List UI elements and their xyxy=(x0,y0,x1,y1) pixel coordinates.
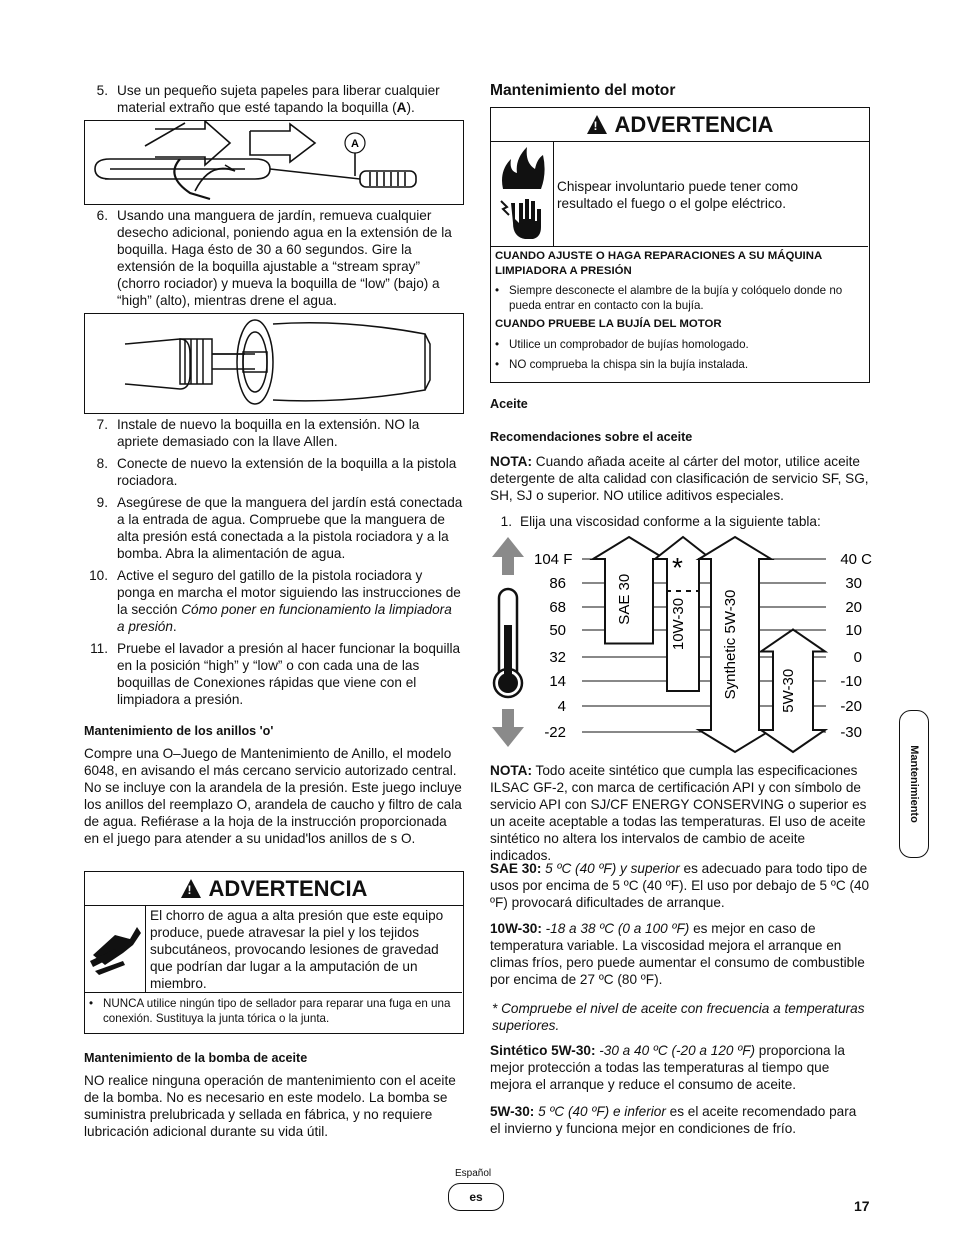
language-code-badge: es xyxy=(448,1183,504,1211)
paperclip-drawing xyxy=(85,121,462,203)
band-label: 5W-30 xyxy=(780,668,797,713)
warning-heading-test: CUANDO PRUEBE LA BUJÍA DEL MOTOR xyxy=(495,318,722,330)
step-9: 9. Asegúrese de que la manguera del jardín está conectada a la entrada de agua. Compruebe que la manguera de alta presión está conectada a la pistola rociadora y a la bomba. Abra la alimentación de agua. xyxy=(96,495,463,561)
step-5: 5. Use un pequeño sujeta papeles para liberar cualquier material extraño que esté tapando la boquilla (A). xyxy=(96,83,440,115)
viscosity-chart xyxy=(486,535,876,755)
oil-note-2: NOTA: Todo aceite sintético que cumpla las especificaciones ILSAC GF-2, con marca de certificación API y con símbolo de servicio API con SJ/CF ENERGY CONSERVING o superior es un aceite aceptable a todas las temperaturas. El uso de aceite sintético no altera los intervalos de cambio de aceite indicados. xyxy=(490,763,867,863)
c-tick-label: 20 xyxy=(845,599,862,616)
sae30-description: SAE 30: 5 ºC (40 ºF) y superior es adecuado para todo tipo de usos por encima de 5 ºC (40 ºF). El uso por debajo de 5 ºC (40 ºF) provocará dificultades de arranque. xyxy=(490,861,870,910)
c-tick-label: 30 xyxy=(845,575,862,592)
warning-header: ! ADVERTENCIA xyxy=(85,872,463,906)
warning-bullet: • NUNCA utilice ningún tipo de sellador para reparar una fuga en una conexión. Sustituya la junta tórica o la junta. xyxy=(89,997,451,1025)
f-tick-label: -22 xyxy=(544,724,566,741)
step-10: 10. Active el seguro del gatillo de la pistola rociadora y ponga en marcha el motor siguiendo las instrucciones de la sección Cómo poner en funcionamiento la limpiadora a presión. xyxy=(89,568,461,634)
warning-heading-adjust: CUANDO AJUSTE O HAGA REPARACIONES A SU MÁQUINA LIMPIADORA A PRESIÓN xyxy=(495,250,822,277)
f-tick-label: 14 xyxy=(549,673,566,690)
injection-hazard-icon xyxy=(85,905,146,992)
10w30-description: 10W-30: -18 a 38 ºC (0 a 100 ºF) es mejor en caso de temperatura variable. La viscosidad mejora el arranque en climas fríos, pero puede aumentar el consumo de combustible por encima de 27 ºC (80 ºF). xyxy=(490,921,865,987)
band-label: 10W-30 xyxy=(670,597,687,651)
f-tick-label: 86 xyxy=(549,575,566,592)
warning-bullet-3: • NO comprueba la chispa sin la bujía instalada. xyxy=(495,358,749,371)
asterisk-note: * Compruebe el nivel de aceite con frecuencia a temperaturas superiores. xyxy=(492,1001,865,1033)
warning-box-spark xyxy=(490,107,870,383)
c-tick-label: -30 xyxy=(840,724,862,741)
step-7: 7. Instale de nuevo la boquilla en la extensión. NO la apriete demasiado con la llave Allen. xyxy=(96,417,420,449)
band-sae-30 xyxy=(593,537,665,644)
band-label: SAE 30 xyxy=(616,573,633,625)
step-1: 1. Elija una viscosidad conforme a la siguiente tabla: xyxy=(500,514,821,529)
shock-hand-icon xyxy=(501,199,541,239)
c-tick-label: -20 xyxy=(840,698,862,715)
f-tick-label: 68 xyxy=(549,599,566,616)
oring-text: Compre una O–Juego de Mantenimiento de Anillo, el modelo 6048, en avisando el más cercano servicio autorizado central. No se incluye con la arandela de la presión. Este juego incluye los anillos del reemplazo O, arandela de caucho y filtro de cala de agua. Refiérase a la hoja de la instrucción proporcionada en el juego para atender a su unidad'los anillos de s O. xyxy=(84,746,462,846)
warning-header-2: ! ADVERTENCIA xyxy=(491,108,869,142)
5w30-description: 5W-30: 5 ºC (40 ºF) e inferior es el aceite recomendado para el invierno y funciona mejor en condiciones de frío. xyxy=(490,1104,857,1136)
band-synthetic-5w-30 xyxy=(699,537,771,752)
c-tick-label: 10 xyxy=(845,622,862,639)
step-8: 8. Conecte de nuevo la extensión de la boquilla a la pistola rociadora. xyxy=(96,456,457,488)
oil-note-1: NOTA: Cuando añada aceite al cárter del motor, utilice aceite detergente de alta calidad con clasificación de servicio SF, SG, SH, SJ o superior. NO utilice aditivos especiales. xyxy=(490,454,869,503)
chart-oil-bands xyxy=(593,537,825,752)
f-tick-label: 50 xyxy=(549,622,566,639)
paperclip-illustration xyxy=(84,120,464,205)
fig1-label-a: A xyxy=(351,138,359,150)
step-6: 6. Usando una manguera de jardín, remueva cualquier desecho adicional, poniendo agua en la extensión de la boquilla. Haga ésto de 30 a 60 segundos. Gire la extensión de la boquilla ajustable a “stream spray” (chorro rociador) y mueva la boquilla de “low” (bajo) a “high” (alto), mientras drene el agua. xyxy=(96,208,452,308)
page-number: 17 xyxy=(854,1198,870,1214)
band-label: Synthetic 5W-30 xyxy=(722,589,739,700)
fire-icon xyxy=(502,147,545,189)
synthetic-description: Sintético 5W-30: -30 a 40 ºC (-20 a 120 ºF) proporciona la mejor protección a todas las temperaturas al tiempo que mejora el arranque y reduce el consumo de aceite. xyxy=(490,1043,845,1092)
warning-triangle-icon-2: ! xyxy=(587,115,607,134)
chart-temperature-labels xyxy=(534,551,872,741)
pump-heading: Mantenimiento de la bomba de aceite xyxy=(84,1051,308,1065)
pump-text: NO realice ninguna operación de mantenimiento con el aceite de la bomba. No es necesario en este modelo. La bomba se suministra prelubricada y sellada en fábrica, y no requiere lubricación adicional durante su vida útil. xyxy=(84,1073,456,1139)
thermometer-icon xyxy=(492,537,524,747)
f-tick-label: 4 xyxy=(557,698,566,715)
warning-bullet-1: • Siempre desconecte el alambre de la bujía y colóquelo donde no pueda entrar en contacto con la bujía. xyxy=(495,284,843,312)
band-5w-30 xyxy=(761,630,825,753)
step-11: 11. Pruebe el lavador a presión al hacer funcionar la boquilla en la posición “high” y “low” o con cada una de las boquillas de Conexiones rápidas que viene con el limpiadora a presión. xyxy=(90,641,461,707)
fire-shock-icons xyxy=(491,141,554,246)
motor-heading: Mantenimiento del motor xyxy=(490,82,676,99)
c-tick-label: -10 xyxy=(840,673,862,690)
c-tick-label: 0 xyxy=(853,649,862,666)
footer-language: Español xyxy=(455,1168,492,1179)
warning-text: El chorro de agua a alta presión que este equipo produce, puede atravesar la piel y los tejidos subcutáneos, provocando lesiones de gravedad que podrían dar lugar a la amputación de un miembro. xyxy=(150,908,444,991)
warning-divider xyxy=(85,992,462,993)
band-10w-30 xyxy=(655,537,711,691)
oring-heading: Mantenimiento de los anillos 'o' xyxy=(84,724,274,738)
c-tick-label: 40 C xyxy=(840,551,872,568)
f-tick-label: 104 F xyxy=(534,551,573,568)
warning-box-water xyxy=(84,871,464,1034)
spark-warning-text: Chispear involuntario puede tener como resultado el fuego o el golpe eléctrico. xyxy=(557,179,799,211)
asterisk-mark: * xyxy=(672,552,683,583)
oil-recommendations-heading: Recomendaciones sobre el aceite xyxy=(490,430,693,444)
nozzle-extension-illustration xyxy=(84,313,464,414)
warning-triangle-icon: ! xyxy=(181,879,201,898)
f-tick-label: 32 xyxy=(549,649,566,666)
warning-bullet-2: • Utilice un comprobador de bujías homologado. xyxy=(495,338,749,351)
warning-divider-2 xyxy=(491,246,868,247)
aceite-heading: Aceite xyxy=(490,397,528,411)
nozzle-drawing xyxy=(85,314,462,412)
section-side-tab: Mantenimiento xyxy=(899,710,929,858)
